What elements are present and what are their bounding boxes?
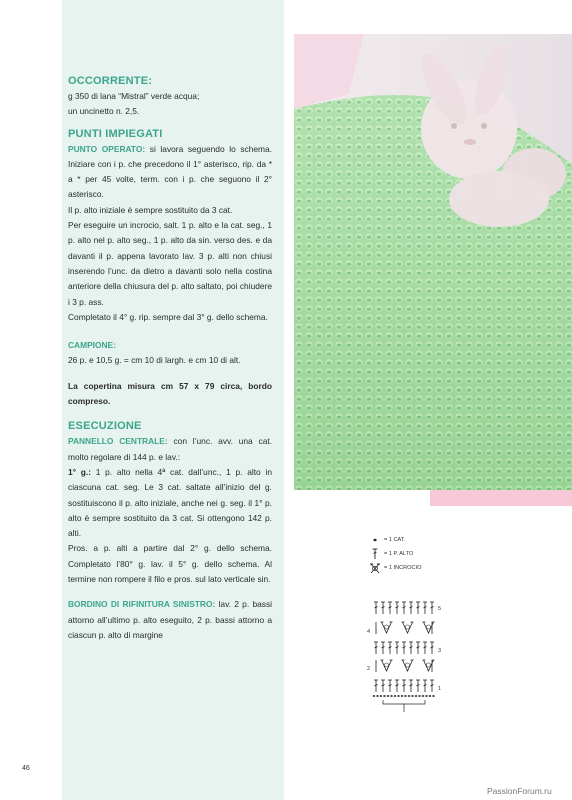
punti-paragraph: Il p. alto iniziale è sempre sostituito da 3 cat. — [68, 204, 233, 215]
proseguire-paragraph: Pros. a p. alti a partire dal 2° g. dello schema. Completato l’80° g. lav. il 5° g. dello schema. Al termine non rompere il filo e pros. sul lato verticale sin. — [68, 543, 272, 585]
bordino-text: lav. 2 p. bassi attorno all’ultimo p. alto eseguito, 2 p. bassi attorno a ciascun p. alto di margine — [68, 599, 272, 640]
double-crochet-symbol — [395, 642, 399, 654]
row-number: 4 — [367, 629, 371, 635]
punti-paragraph: Completato il 4° g. rip. sempre dal 3° g. dello schema. — [68, 311, 268, 322]
chain-dot-symbol — [387, 695, 390, 697]
double-crochet-symbol — [423, 602, 427, 614]
chain-dot-symbol — [408, 695, 411, 697]
double-crochet-symbol — [381, 642, 385, 654]
row-number: 3 — [438, 648, 442, 654]
chain-dot-symbol — [432, 695, 435, 697]
double-crochet-symbol — [402, 680, 406, 692]
chain-dot-symbol — [422, 695, 425, 697]
cross-stitch-symbol — [402, 622, 414, 633]
blanket-photo — [294, 34, 572, 490]
legend-item — [368, 561, 421, 575]
punto-operato-text: si lavora seguendo lo schema. Iniziare con i p. che precedono il 1° asterisco, rip. da * a * per 45 volte, term. con i p. che seguono il 2° asterisco. — [68, 143, 272, 200]
row-one-paragraph — [68, 465, 272, 541]
esecuzione-heading: ESECUZIONE — [68, 420, 142, 433]
double-crochet-symbol — [416, 602, 420, 614]
cross-stitch-symbol — [402, 660, 414, 671]
chain-dot-symbol — [411, 695, 414, 697]
chain-dot-symbol — [397, 695, 400, 697]
campione-text: 26 p. e 10,5 g. = cm 10 di largh. e cm 10 di alt. — [68, 355, 241, 366]
row-number: 1 — [438, 686, 442, 692]
misura-text: La copertina misura cm 57 x 79 circa, bordo compreso. — [68, 380, 272, 407]
row-number: 5 — [438, 606, 442, 612]
pannello-paragraph — [68, 434, 272, 465]
chain-dot-symbol — [429, 695, 432, 697]
double-crochet-symbol — [416, 642, 420, 654]
double-crochet-symbol — [430, 642, 434, 654]
occorrente-heading: OCCORRENTE: — [68, 75, 153, 87]
row-one-label: 1° g.: — [68, 466, 91, 477]
double-crochet-symbol — [388, 642, 392, 654]
double-crochet-symbol — [374, 642, 378, 654]
chain-dot-symbol — [373, 695, 376, 697]
occorrente-line: g 350 di lana “Mistral” verde acqua; — [68, 91, 200, 101]
bordino-label: BORDINO DI RIFINITURA SINISTRO: — [68, 599, 216, 610]
chain-dot-symbol — [425, 695, 428, 697]
double-crochet-symbol — [409, 602, 413, 614]
chain-dot-symbol — [394, 695, 397, 697]
stitch-diagram — [364, 600, 454, 718]
cross-stitch-loop — [405, 663, 409, 667]
cross-stitch-loop — [426, 663, 430, 667]
double-crochet-symbol — [416, 680, 420, 692]
chain-dot-symbol — [415, 695, 418, 697]
cross-stitch-loop — [426, 625, 430, 629]
cross-stitch-icon — [368, 562, 382, 575]
chain-dot-symbol — [380, 695, 383, 697]
legend-label: = 1 INCROCIO — [384, 565, 422, 571]
double-crochet-symbol — [374, 602, 378, 614]
double-crochet-symbol — [423, 680, 427, 692]
chain-dot-symbol — [401, 695, 404, 697]
double-crochet-symbol — [381, 680, 385, 692]
chain-dot-symbol — [390, 695, 393, 697]
double-crochet-symbol — [409, 642, 413, 654]
stitch-diagram-svg — [364, 600, 454, 718]
double-crochet-symbol — [395, 680, 399, 692]
row-one-text: 1 p. alto nella 4ª cat. dall’unc., 1 p. alto in ciascuna cat. seg. Le 3 cat. saltate all’inizio del g. sostituiscono il p. alto iniziale, anche nei g. seg. il 1° p. alto è sempre sostituito da 3 cat. Si ottengono 142 p. alti. — [68, 466, 272, 539]
instructions-column — [68, 74, 272, 643]
double-crochet-symbol — [430, 680, 434, 692]
chain-dot-icon — [368, 537, 382, 543]
watermark: PassionForum.ru — [487, 786, 552, 796]
legend-item — [368, 533, 421, 547]
pannello-label: PANNELLO CENTRALE: — [68, 436, 168, 447]
double-crochet-symbol — [402, 642, 406, 654]
chain-dot-symbol — [418, 695, 421, 697]
legend-label: = 1 CAT. — [384, 537, 406, 543]
chain-dot-symbol — [383, 695, 386, 697]
double-crochet-symbol — [388, 680, 392, 692]
double-crochet-symbol — [423, 642, 427, 654]
campione-heading: CAMPIONE: — [68, 340, 116, 351]
occorrente-line: un uncinetto n. 2,5. — [68, 106, 140, 117]
blanket-illustration — [294, 34, 572, 490]
double-crochet-symbol — [381, 602, 385, 614]
cross-stitch-symbol — [381, 622, 393, 633]
punti-paragraph: Per eseguire un incrocio, salt. 1 p. alto e la cat. seg., 1 p. alto nel p. alto seg., 1 p. alto da sin. verso des. e da davanti il p. appena lavorato lav. 3 p. alti non chiusi inserendo l’unc. da dietro a davanti solo nella costina anteriore della chiusura del p. alto saltato, poi chiudere i 3 p. ass. — [68, 220, 272, 307]
symbol-legend — [368, 533, 421, 575]
punto-operato-label: PUNTO OPERATO: — [68, 143, 146, 154]
double-crochet-symbol — [402, 602, 406, 614]
double-crochet-symbol — [430, 602, 434, 614]
cross-stitch-symbol — [423, 660, 435, 671]
legend-item — [368, 547, 421, 561]
cross-stitch-loop — [384, 663, 388, 667]
bordino-paragraph — [68, 597, 272, 643]
page-number: 46 — [22, 765, 30, 772]
cross-stitch-symbol — [423, 622, 435, 633]
repeat-bracket — [383, 700, 425, 704]
double-crochet-symbol — [395, 602, 399, 614]
cross-stitch-loop — [384, 625, 388, 629]
pannello-text: con l’unc. avv. una cat. molto regolare di 144 p. e lav.: — [68, 436, 273, 462]
cross-stitch-symbol — [381, 660, 393, 671]
punti-heading: PUNTI IMPIEGATI — [68, 127, 163, 140]
chain-dot-symbol — [376, 695, 379, 697]
double-crochet-symbol — [388, 602, 392, 614]
chain-dot-symbol — [404, 695, 407, 697]
pink-accent-bar — [430, 490, 572, 506]
punto-operato-paragraph — [68, 142, 272, 203]
row-number: 2 — [367, 666, 371, 672]
double-crochet-symbol — [409, 680, 413, 692]
double-crochet-icon — [368, 548, 382, 560]
cross-stitch-loop — [405, 625, 409, 629]
legend-label: = 1 P. ALTO — [384, 551, 414, 557]
double-crochet-symbol — [374, 680, 378, 692]
